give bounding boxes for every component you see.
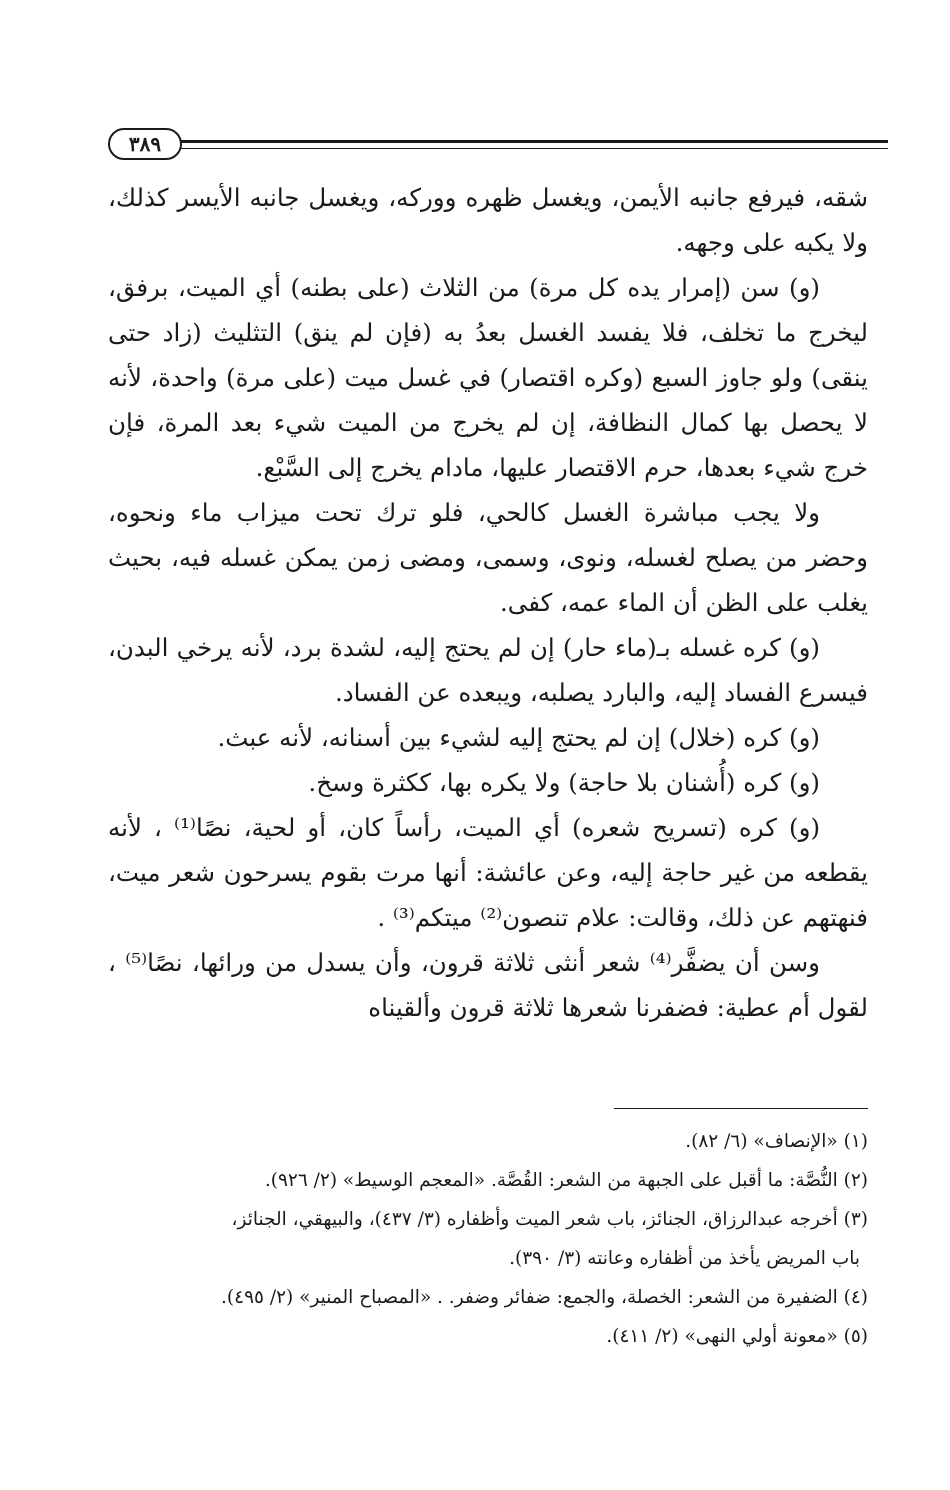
paragraph: (و) كره (تسريح شعره) أي الميت، رأساً كان، أو لحية، نصًا⁽¹⁾ ، لأنه يقطعه من غير حاجة إليه، وعن عائشة: أنها مرت بقوم يسرحون شعر ميت، فنهتهم عن ذلك، وقالت: علام تنصون⁽²⁾ ميتكم⁽³⁾ . xyxy=(108,813,868,932)
paragraph: (و) كره (خلال) إن لم يحتج إليه لشيء بين أسنانه، لأنه عبث. xyxy=(217,723,820,752)
paragraph: وسن أن يضفَّر⁽⁴⁾ شعر أنثى ثلاثة قرون، وأن يسدل من ورائها، نصًا⁽⁵⁾ ، لقول أم عطية: فضفرنا شعرها ثلاثة قرون وألقيناه xyxy=(108,948,868,1022)
paragraph: (و) كره غسله بـ(ماء حار) إن لم يحتج إليه، لشدة برد، لأنه يرخي البدن، فيسرع الفساد إليه، والبارد يصلبه، ويبعده عن الفساد. xyxy=(108,633,868,707)
main-text xyxy=(108,175,868,1030)
footnote-continuation: باب المريض يأخذ من أظفاره وعانته (٣/ ٣٩٠). xyxy=(509,1248,860,1269)
footnote: (٤) الضفيرة من الشعر: الخصلة، والجمع: ضفائر وضفر. . «المصباح المنير» (٢/ ٤٩٥). xyxy=(221,1287,868,1308)
footnote: (٥) «معونة أولي النهى» (٢/ ٤١١). xyxy=(606,1326,868,1347)
paragraph: شقه، فيرفع جانبه الأيمن، ويغسل ظهره ووركه، ويغسل جانبه الأيسر كذلك، ولا يكبه على وجهه. xyxy=(108,183,868,257)
paragraph: ولا يجب مباشرة الغسل كالحي، فلو ترك تحت ميزاب ماء ونحوه، وحضر من يصلح لغسله، ونوى، وسمى، ومضى زمن يمكن غسله فيه، بحيث يغلب على الظن أن الماء عمه، كفى. xyxy=(108,498,868,617)
header-rule xyxy=(178,140,888,149)
footnote: (٣) أخرجه عبدالرزاق، الجنائز، باب شعر الميت وأظفاره (٣/ ٤٣٧)، والبيهقي، الجنائز، xyxy=(231,1209,868,1230)
footnotes xyxy=(108,1122,868,1356)
footnote: (١) «الإنصاف» (٦/ ٨٢). xyxy=(685,1131,868,1152)
page-header xyxy=(108,128,888,158)
footnote-separator xyxy=(614,1108,868,1109)
paragraph: (و) كره (أُشنان بلا حاجة) ولا يكره بها، ككثرة وسخ. xyxy=(308,768,820,797)
paragraph: (و) سن (إمرار يده كل مرة) من الثلاث (على بطنه) أي الميت، برفق، ليخرج ما تخلف، فلا يفسد الغسل بعدُ به (فإن لم ينق) التثليث (زاد حتى ينقى) ولو جاوز السبع (وكره اقتصار) في غسل ميت (على مرة) واحدة، لأنه لا يحصل بها كمال النظافة، إن لم يخرج من الميت شيء بعد المرة، فإن خرج شيء بعدها، حرم الاقتصار عليها، مادام يخرج إلى السَّبْع. xyxy=(108,273,868,482)
page-number: ٣٨٩ xyxy=(108,128,182,160)
footnote: (٢) النُّصَّة: ما أقبل على الجبهة من الشعر: القُصَّة. «المعجم الوسيط» (٢/ ٩٢٦). xyxy=(264,1170,868,1191)
